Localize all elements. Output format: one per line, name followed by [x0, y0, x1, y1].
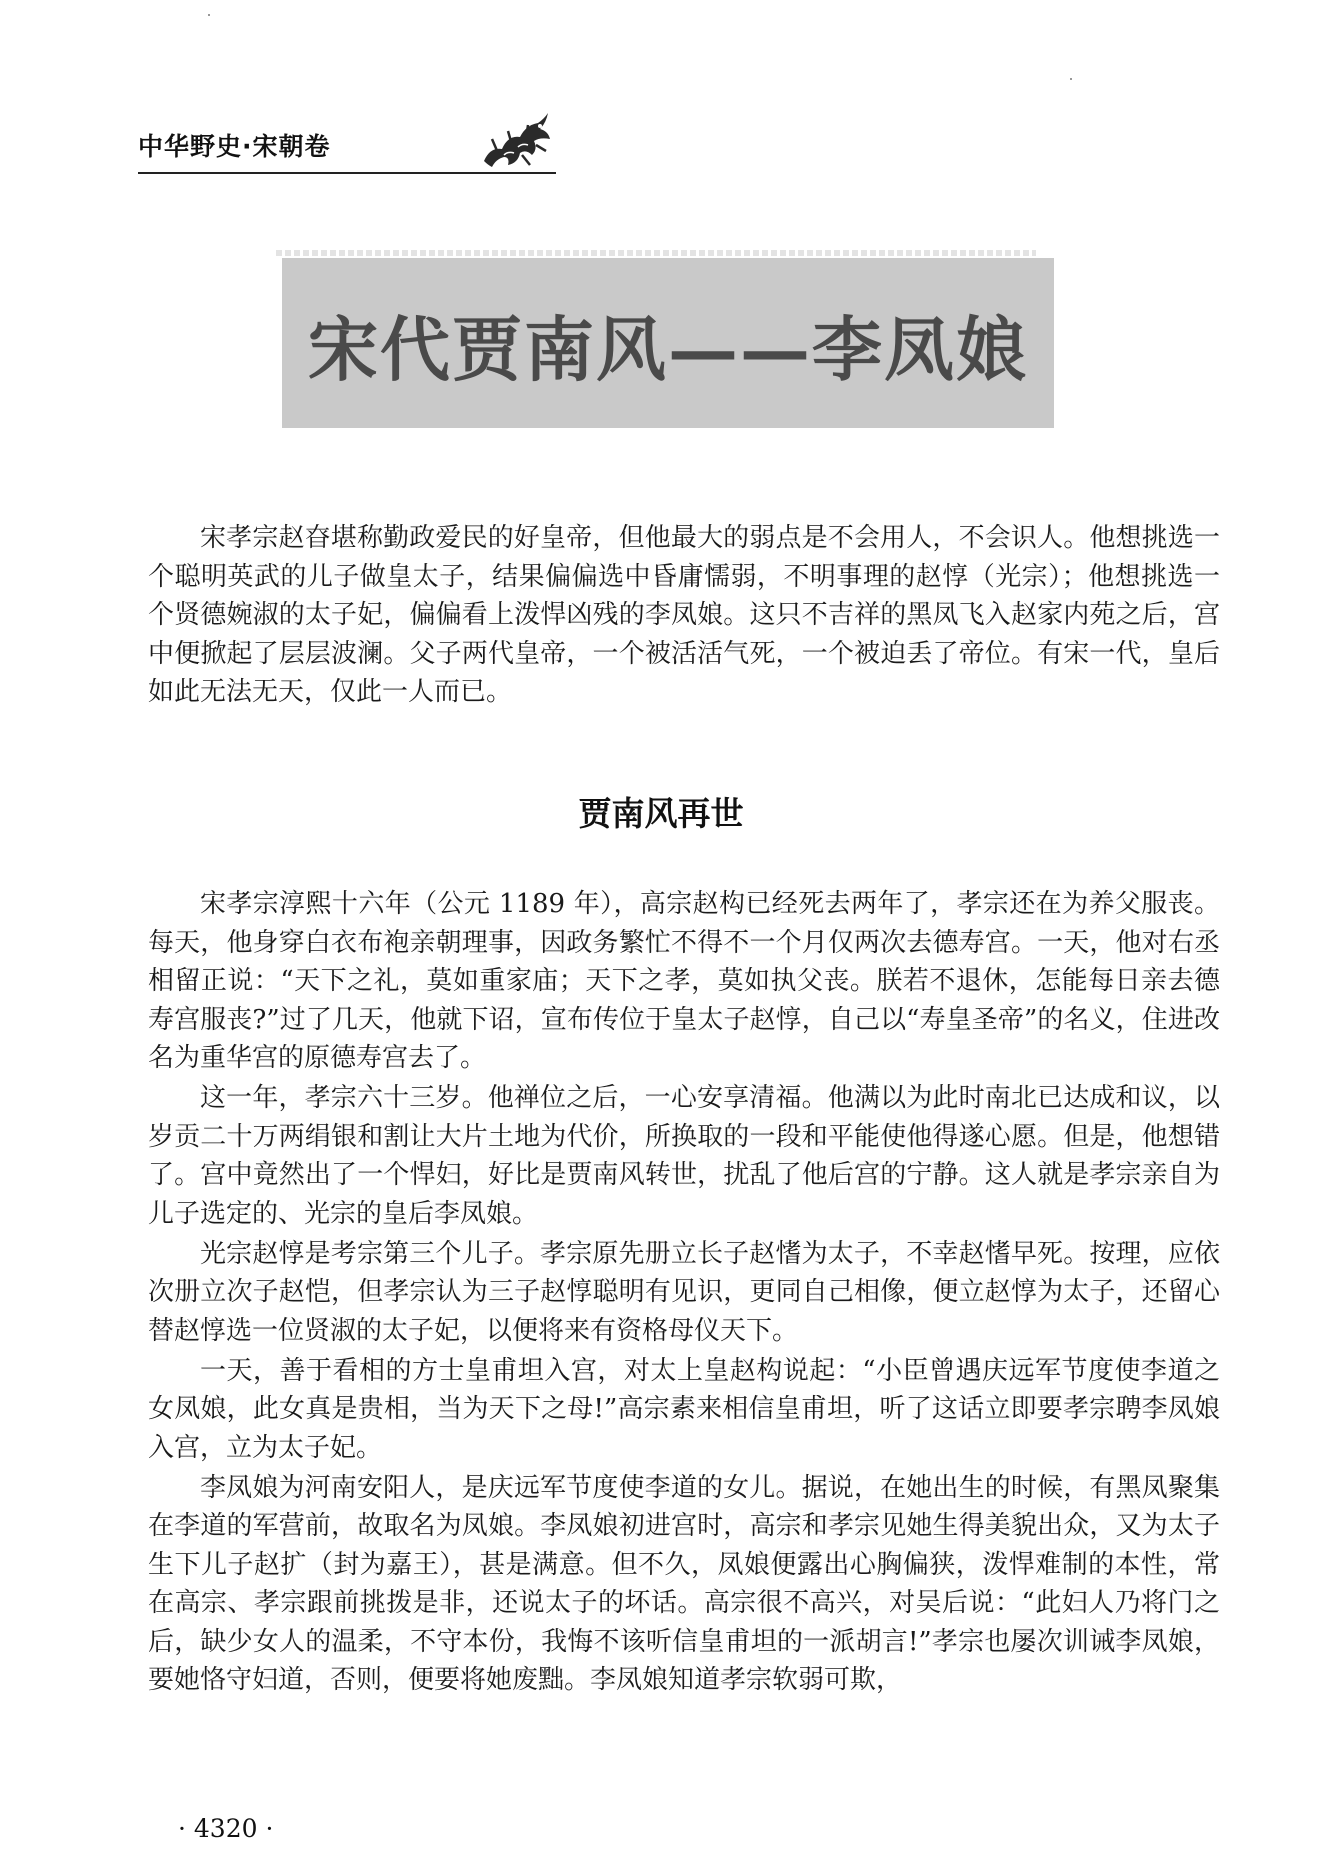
body-paragraph: 李凤娘为河南安阳人，是庆远军节度使李道的女儿。据说，在她出生的时候，有黑凤聚集在李道的军营前，故取名为凤娘。李凤娘初进宫时，高宗和孝宗见她生得美貌出众，又为太子生下儿子赵扩（封为嘉王），甚是满意。但不久，凤娘便露出心胸偏狭，泼悍难制的本性，常在高宗、孝宗跟前挑拨是非，还说太子的坏话。高宗很不高兴，对吴后说：“此妇人乃将门之后，缺少女人的温柔，不守本份，我悔不该听信皇甫坦的一派胡言!”孝宗也屡次训诫李凤娘，要她恪守妇道，否则，便要将她废黜。李凤娘知道孝宗软弱可欺， [148, 1472, 1220, 1695]
intro-text [148, 519, 1220, 712]
dragon-icon [478, 109, 553, 171]
body-paragraph: 一天，善于看相的方士皇甫坦入宫，对太上皇赵构说起：“小臣曾遇庆远军节度使李道之女凤娘，此女真是贵相，当为天下之母!”高宗素来相信皇甫坦，听了这话立即要孝宗聘李凤娘入宫，立为太子妃。 [148, 1355, 1220, 1463]
section-heading: 贾南风再世 [578, 794, 744, 833]
body-text [148, 885, 1220, 1701]
chapter-title: 宋代贾南风——李凤娘 [308, 308, 1028, 391]
header-rule [138, 172, 556, 174]
body-paragraph: 光宗赵惇是考宗第三个儿子。孝宗原先册立长子赵愭为太子，不幸赵愭早死。按理，应依次册立次子赵恺，但孝宗认为三子赵惇聪明有见识，更同自己相像，便立赵惇为太子，还留心替赵惇选一位贤淑的太子妃，以便将来有资格母仪天下。 [148, 1238, 1220, 1346]
body-paragraph: 这一年，孝宗六十三岁。他禅位之后，一心安享清福。他满以为此时南北已达成和议，以岁贡二十万两绢银和割让大片土地为代价，所换取的一段和平能使他得遂心愿。但是，他想错了。宫中竟然出了一个悍妇，好比是贾南风转世，扰乱了他后宫的宁静。这人就是孝宗亲自为儿子选定的、光宗的皇后李凤娘。 [148, 1083, 1220, 1229]
page-number: · 4320 · [178, 1814, 274, 1843]
scan-speck [1070, 78, 1072, 80]
scan-speck [208, 14, 210, 16]
running-header [138, 105, 556, 181]
book-title: 中华野史·宋朝卷 [138, 132, 331, 161]
chapter-title-band [282, 258, 1054, 428]
body-paragraph: 宋孝宗淳熙十六年（公元 1189 年），高宗赵构已经死去两年了，孝宗还在为养父服丧。每天，他身穿白衣布袍亲朝理事，因政务繁忙不得不一个月仅两次去德寿宫。一天，他对右丞相留正说：“天下之礼，莫如重家庙；天下之孝，莫如执父丧。朕若不退休，怎能每日亲去德寿宫服丧?”过了几天，他就下诏，宣布传位于皇太子赵惇，自己以“寿皇圣帝”的名义，住进改名为重华宫的原德寿宫去了。 [148, 889, 1220, 1073]
intro-paragraph: 宋孝宗赵昚堪称勤政爱民的好皇帝，但他最大的弱点是不会用人，不会识人。他想挑选一个聪明英武的儿子做皇太子，结果偏偏选中昏庸懦弱，不明事理的赵惇（光宗）；他想挑选一个贤德婉淑的太子妃，偏偏看上泼悍凶残的李凤娘。这只不吉祥的黑凤飞入赵家内苑之后，宫中便掀起了层层波澜。父子两代皇帝，一个被活活气死，一个被迫丢了帝位。有宋一代，皇后如此无法无天，仅此一人而已。 [148, 523, 1220, 707]
